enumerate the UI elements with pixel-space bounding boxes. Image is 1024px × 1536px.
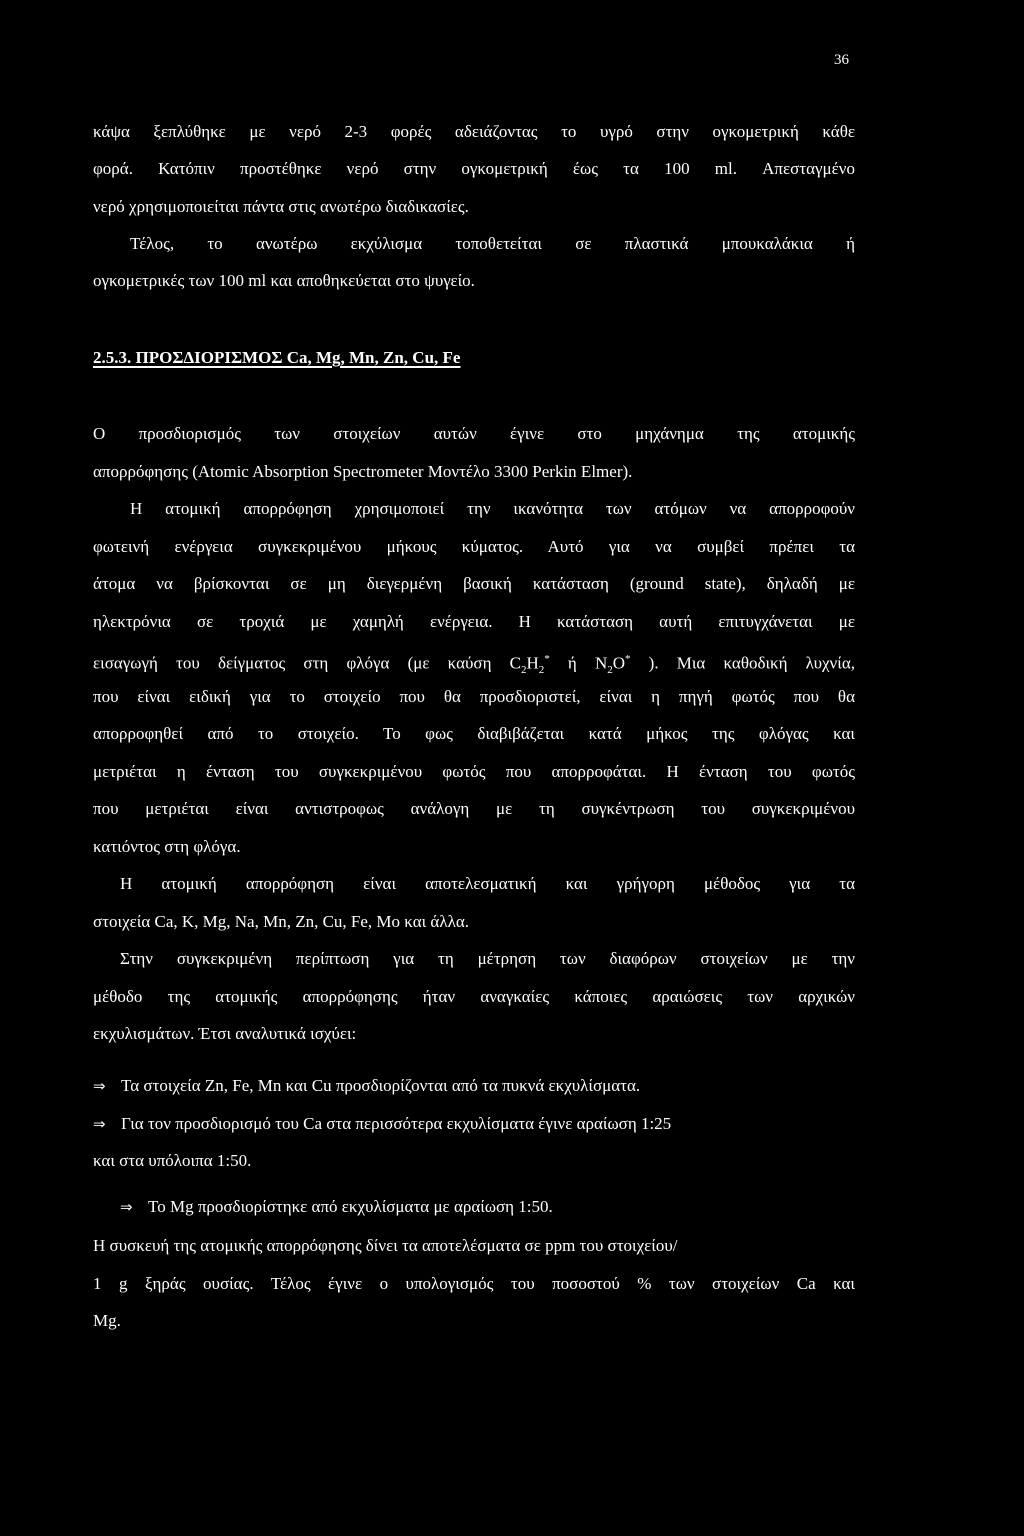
section-heading: 2.5.3. ΠΡΟΣΔΙΟΡΙΣΜΟΣ Ca, Mg, Mn, Zn, Cu, Fe (93, 348, 461, 367)
text-line: Η ατομική απορρόφηση είναι αποτελεσματική και γρήγορη μέθοδος για τα (120, 874, 855, 893)
text-line: ογκομετρικές των 100 ml και αποθηκεύεται στο ψυγείο. (93, 271, 475, 290)
text-line: Ο προσδιορισμός των στοιχείων αυτών έγινε στο μηχάνημα της ατομικής (93, 424, 855, 443)
text-line: νερό χρησιμοποιείται πάντα στις ανωτέρω διαδικασίες. (93, 197, 469, 216)
text-line: Τέλος, το ανωτέρω εκχύλισμα τοποθετείται σε πλαστικά μπουκαλάκια ή (130, 234, 855, 253)
text-line: Mg. (93, 1311, 121, 1330)
text-line: φωτεινή ενέργεια συγκεκριμένου μήκους κύματος. Αυτό για να συμβεί πρέπει τα (93, 537, 855, 556)
text-line: που είναι ειδική για το στοιχείο που θα προσδιοριστεί, είναι η πηγή φωτός που θα (93, 687, 855, 706)
text-line: ηλεκτρόνια σε τροχιά με χαμηλή ενέργεια. Η κατάσταση αυτή επιτυγχάνεται με (93, 612, 855, 631)
arrow-icon: ⇒ (93, 1115, 106, 1133)
text-line: εκχυλισμάτων. Έτσι αναλυτικά ισχύει: (93, 1024, 357, 1043)
page-number: 36 (834, 52, 849, 68)
text-line: 1 g ξηράς ουσίας. Τέλος έγινε ο υπολογισμός του ποσοστού % των στοιχείων Ca και (93, 1274, 855, 1293)
text-line: φορά. Κατόπιν προστέθηκε νερό στην ογκομετρική έως τα 100 ml. Απεσταγμένο (93, 159, 855, 178)
text-line: Η συσκευή της ατομικής απορρόφησης δίνει τα αποτελέσματα σε ppm του στοιχείου/ (93, 1236, 678, 1255)
text-line: Στην συγκεκριμένη περίπτωση για τη μέτρηση των διαφόρων στοιχείων με την (120, 949, 855, 968)
text-line: απορροφηθεί από το στοιχείο. Το φως διαβιβάζεται κατά μήκος της φλόγας και (93, 724, 855, 743)
text-line: άτομα να βρίσκονται σε μη διεγερμένη βασική κατάσταση (ground state), δηλαδή με (93, 574, 855, 593)
text-line: Η ατομική απορρόφηση χρησιμοποιεί την ικανότητα των ατόμων να απορροφούν (130, 499, 855, 518)
text-line: στοιχεία Ca, K, Mg, Na, Mn, Zn, Cu, Fe, Mo και άλλα. (93, 912, 469, 931)
text-line: μέθοδο της ατομικής απορρόφησης ήταν αναγκαίες κάποιες αραιώσεις των αρχικών (93, 987, 855, 1006)
arrow-icon: ⇒ (93, 1077, 106, 1095)
text-line: και στα υπόλοιπα 1:50. (93, 1151, 252, 1170)
formula-line: εισαγωγή του δείγματος στη φλόγα (με καύση $C_2H_2^*$ ή $N_2O^*$ ). Μια καθοδική λυχνία, (93, 653, 855, 677)
text-line: μετριέται η ένταση του συγκεκριμένου φωτός που απορροφάται. Η ένταση του φωτός (93, 762, 855, 781)
text-line: απορρόφησης (Atomic Absorption Spectrometer Μοντέλο 3300 Perkin Elmer). (93, 462, 633, 481)
bullet-line: ⇒ Το Mg προσδιορίστηκε από εκχυλίσματα με αραίωση 1:50. (120, 1197, 553, 1216)
text-line: κάψα ξεπλύθηκε με νερό 2-3 φορές αδειάζοντας το υγρό στην ογκομετρική κάθε (93, 122, 855, 141)
text-line: κατιόντος στη φλόγα. (93, 837, 241, 856)
bullet-line: ⇒ Τα στοιχεία Zn, Fe, Mn και Cu προσδιορίζονται από τα πυκνά εκχυλίσματα. (93, 1076, 641, 1095)
arrow-icon: ⇒ (120, 1198, 133, 1216)
text-line: που μετριέται είναι αντιστροφως ανάλογη με τη συγκέντρωση του συγκεκριμένου (93, 799, 855, 818)
bullet-line: ⇒ Για τον προσδιορισμό του Ca στα περισσότερα εκχυλίσματα έγινε αραίωση 1:25 (93, 1114, 672, 1133)
